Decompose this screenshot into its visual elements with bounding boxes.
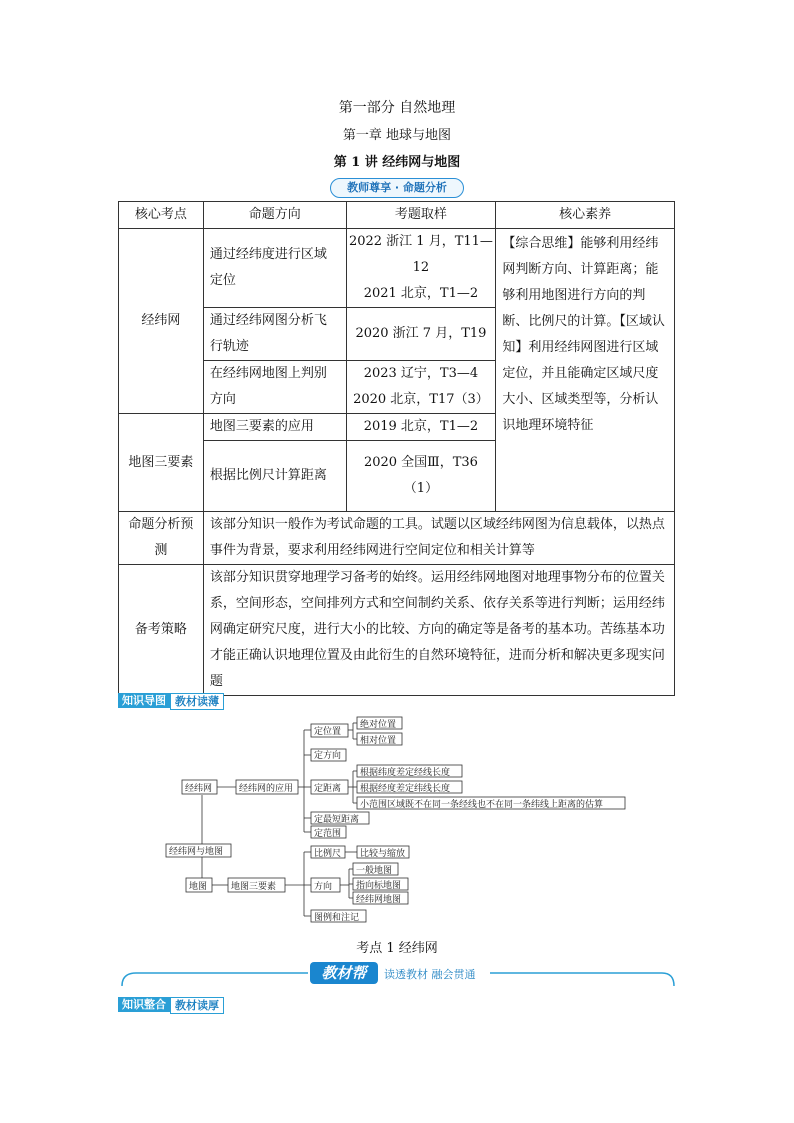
tag-label: 知识导图 — [118, 693, 170, 708]
mm-node: 相对位置 — [360, 736, 397, 746]
mm-node: 定位置 — [314, 727, 342, 737]
teacher-badge: 教师尊享 · 命题分析 — [330, 178, 464, 198]
table-header-row — [119, 202, 675, 229]
header-cell: 考题取样 — [346, 202, 496, 229]
mm-node: 根据经度差定纬线长度 — [360, 784, 451, 794]
banner-subtitle: 读透教材 融会贯通 — [384, 968, 476, 981]
tag-knowledge-map — [118, 693, 224, 710]
sample-cell: 2020 浙江 7 月，T19 — [346, 308, 496, 361]
lecture-title: 第 1 讲 经纬网与地图 — [333, 155, 461, 170]
mm-node: 方向 — [314, 882, 333, 892]
mm-root: 经纬网与地图 — [169, 847, 224, 857]
topic-cell: 地图三要素 — [119, 414, 204, 512]
sample-text: 2021 北京，T1—2 — [363, 286, 479, 301]
analysis-table — [118, 201, 675, 696]
table-row — [119, 229, 675, 308]
sample-cell: 2020 全国Ⅲ，T36（1） — [346, 441, 496, 512]
header-cell: 核心考点 — [119, 202, 204, 229]
sample-cell — [346, 361, 496, 414]
mm-node: 经纬网的应用 — [239, 784, 294, 794]
mm-node: 小范围区域既不在同一条经线也不在同一条纬线上距离的估算 — [360, 800, 604, 810]
mm-node: 比例尺 — [314, 849, 342, 859]
direction-cell: 通过经纬网图分析飞行轨迹 — [203, 308, 346, 361]
header-cell: 命题方向 — [203, 202, 346, 229]
chapter-title: 第一章 地球与地图 — [342, 128, 452, 143]
mm-node: 比较与缩放 — [360, 849, 406, 859]
mm-node: 图例和注记 — [314, 913, 360, 923]
table-row — [119, 512, 675, 565]
mm-node: 绝对位置 — [360, 720, 397, 730]
sample-cell: 2019 北京，T1—2 — [346, 414, 496, 441]
tag-label: 知识整合 — [118, 997, 170, 1012]
direction-cell: 通过经纬度进行区域定位 — [203, 229, 346, 308]
mm-node: 指向标地图 — [356, 881, 402, 891]
literacy-cell: 【综合思维】能够利用经纬网判断方向、计算距离；能够利用地图进行方向的判断、比例尺的计算。【区域认知】利用经纬网图进行区域定位，并且能确定区域尺度大小、区域类型等，分析认识地理环境特征 — [496, 229, 675, 512]
prediction-label: 命题分析预测 — [119, 512, 204, 565]
sample-cell — [346, 229, 496, 308]
mm-node: 地图三要素 — [231, 882, 277, 892]
direction-cell: 根据比例尺计算距离 — [203, 441, 346, 512]
mm-node: 定方向 — [314, 751, 342, 761]
prediction-text: 该部分知识一般作为考试命题的工具。试题以区域经纬网图为信息载体，以热点事件为背景，要求利用经纬网进行空间定位和相关计算等 — [203, 512, 674, 565]
section-heading: 考点 1 经纬网 — [356, 941, 438, 956]
direction-cell: 在经纬网地图上判别方向 — [203, 361, 346, 414]
table-row — [119, 565, 675, 696]
sample-text: 2022 浙江 1 月，T11—12 — [348, 234, 493, 275]
sample-text: 2020 北京，T17（3） — [353, 392, 489, 407]
mm-node: 定最短距离 — [314, 815, 360, 825]
banner-title: 教材帮 — [310, 962, 378, 984]
tag-label: 教材读薄 — [170, 693, 224, 710]
mm-node: 一般地图 — [356, 866, 393, 876]
mm-node: 经纬网地图 — [356, 895, 402, 905]
strategy-label: 备考策略 — [119, 565, 204, 696]
mm-node: 经纬网 — [185, 784, 213, 794]
strategy-text: 该部分知识贯穿地理学习备考的始终。运用经纬网地图对地理事物分布的位置关系，空间形态，空间排列方式和空间制约关系、依存关系等进行判断；运用经纬网确定研究尺度，进行大小的比较、方向的确定等是备考的基本功。苦练基本功才能正确认识地理位置及由此衍生的自然环境特征，进而分析和解决更多现实问题 — [203, 565, 674, 696]
mind-map — [160, 712, 640, 932]
mm-node: 定距离 — [314, 784, 342, 794]
part-title: 第一部分 自然地理 — [338, 100, 456, 116]
direction-cell: 地图三要素的应用 — [203, 414, 346, 441]
topic-cell: 经纬网 — [119, 229, 204, 414]
mm-node: 定范围 — [314, 829, 342, 839]
header-cell: 核心素养 — [496, 202, 675, 229]
tag-knowledge-integration — [118, 997, 224, 1014]
sample-text: 2023 辽宁，T3—4 — [363, 366, 479, 381]
mm-node: 地图 — [189, 882, 208, 892]
tag-label: 教材读厚 — [170, 997, 224, 1014]
mm-node: 根据纬度差定经线长度 — [360, 768, 451, 778]
